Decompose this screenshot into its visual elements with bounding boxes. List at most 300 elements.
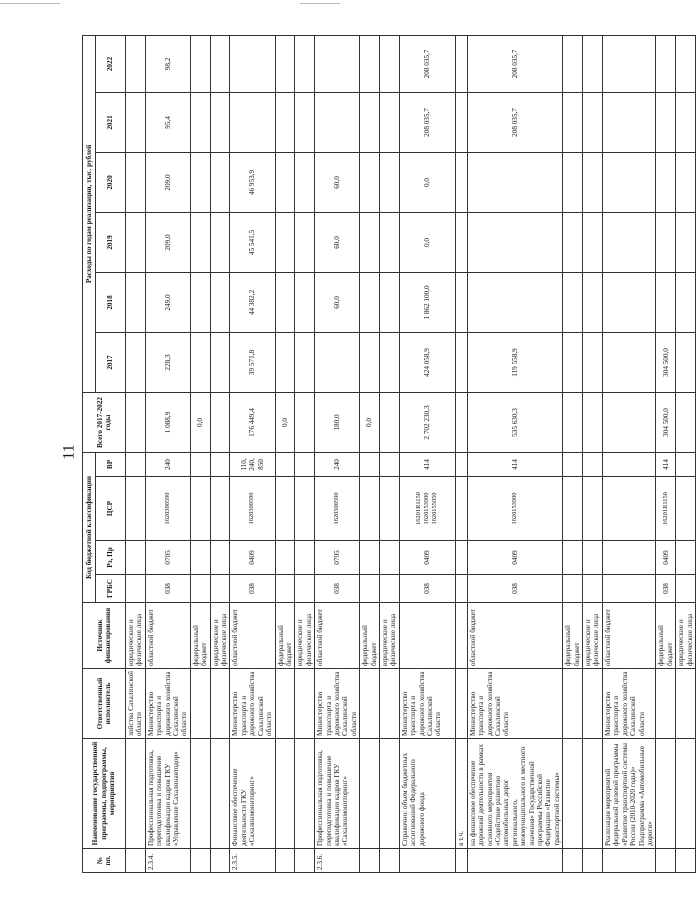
- table-cell-src: юридические и физические лица: [676, 603, 696, 669]
- col-year: 2020: [96, 152, 126, 212]
- table-row: [145, 35, 190, 872]
- table-cell-no: 2.3.5.: [230, 849, 275, 873]
- table-cell-name: [210, 739, 230, 849]
- table-cell-grbs: 038: [230, 575, 275, 603]
- table-cell-grbs: [379, 575, 399, 603]
- table-cell-y2022: 208 035,7: [399, 35, 455, 92]
- table-cell-y2017: [676, 332, 696, 392]
- table-cell-y2017: [360, 332, 380, 392]
- table-cell-csr: [126, 477, 146, 541]
- table-cell-y2021: [210, 92, 230, 152]
- table-cell-vr: [360, 452, 380, 476]
- table-cell-name: Профессиональная подготовка, переподготовка и повышение квалификации кадров ГКУ «Сахалинмониторинг»: [315, 739, 360, 849]
- table-cell-y2018: [676, 272, 696, 332]
- table-cell-y2020: [563, 152, 583, 212]
- table-cell-src: федеральный бюджет: [360, 603, 380, 669]
- table-cell-y2021: [275, 92, 295, 152]
- table-cell-y2022: [379, 35, 399, 92]
- table-cell-csr: [190, 477, 210, 541]
- table-cell-name: Финансовое обеспечение деятельности ГКУ «Сахалинмониторинг»: [230, 739, 275, 849]
- table-cell-resp: зийства Сахалинской области: [126, 669, 146, 739]
- table-cell-y2019: [583, 212, 603, 272]
- table-cell-src: юридические и физические лица: [379, 603, 399, 669]
- col-year: 2018: [96, 272, 126, 332]
- table-cell-grbs: 038: [145, 575, 190, 603]
- table-cell-y2017: [583, 332, 603, 392]
- page-number: 11: [60, 444, 78, 460]
- col-vr: ВР: [96, 452, 126, 476]
- table-cell-no: [190, 849, 210, 873]
- table-cell-no: [379, 849, 399, 873]
- table-cell-vr: [126, 452, 146, 476]
- table-cell-resp: [563, 669, 583, 739]
- table-cell-y2021: 95,4: [145, 92, 190, 152]
- table-cell-y2018: 249,0: [145, 272, 190, 332]
- table-cell-csr: [210, 477, 230, 541]
- table-row: [190, 35, 210, 872]
- table-cell-total: 176 449,4: [230, 392, 275, 452]
- table-cell-src: юридические и физические лица: [126, 603, 146, 669]
- table-cell-no: [275, 849, 295, 873]
- table-cell-rz: [455, 541, 467, 575]
- table-cell-y2020: 60,0: [315, 152, 360, 212]
- table-cell-total: 180,0: [315, 392, 360, 452]
- budget-table: [82, 35, 696, 873]
- table-cell-rz: [379, 541, 399, 575]
- table-row: [563, 35, 583, 872]
- table-cell-resp: [583, 669, 603, 739]
- table-cell-name: на финансовое обеспечение дорожной деятельности в рамках основного мероприятия «Содействие развитию автомобильных дорог регионального, межмуниципального и местного значения» Государственной программы Российской Федерации «Развитие транспортной системы»: [467, 739, 562, 849]
- table-cell-y2022: [602, 35, 655, 92]
- table-cell-y2018: [455, 272, 467, 332]
- table-cell-total: [295, 392, 315, 452]
- table-cell-name: [190, 739, 210, 849]
- table-cell-total: 1 088,9: [145, 392, 190, 452]
- table-cell-rz: 0705: [145, 541, 190, 575]
- table-row: [295, 35, 315, 872]
- col-csr: ЦСР: [96, 477, 126, 541]
- table-cell-y2021: 208 035,7: [467, 92, 562, 152]
- table-cell-y2019: 209,0: [145, 212, 190, 272]
- table-cell-csr: 1620153900: [467, 477, 562, 541]
- table-cell-y2017: 39 571,8: [230, 332, 275, 392]
- table-cell-total: [379, 392, 399, 452]
- table-cell-y2022: [210, 35, 230, 92]
- table-cell-name: [360, 739, 380, 849]
- table-cell-rz: [583, 541, 603, 575]
- col-name: Наименование государственной программы, подпрограммы, мероприятия: [83, 739, 126, 849]
- table-cell-y2022: [563, 35, 583, 92]
- table-cell-total: [563, 392, 583, 452]
- table-cell-y2017: [210, 332, 230, 392]
- table-row: [399, 35, 455, 872]
- table-cell-csr: [360, 477, 380, 541]
- table-cell-y2022: [656, 35, 676, 92]
- table-row: [126, 35, 146, 872]
- table-cell-src: федеральный бюджет: [563, 603, 583, 669]
- table-cell-y2019: [190, 212, 210, 272]
- table-cell-y2020: [190, 152, 210, 212]
- table-cell-y2021: [126, 92, 146, 152]
- table-cell-vr: [275, 452, 295, 476]
- table-cell-src: областной бюджет: [602, 603, 655, 669]
- table-cell-y2018: [126, 272, 146, 332]
- table-cell-y2017: 228,3: [145, 332, 190, 392]
- table-row: [656, 35, 676, 872]
- table-row: [315, 35, 360, 872]
- table-cell-y2018: [360, 272, 380, 332]
- table-cell-y2021: [563, 92, 583, 152]
- table-cell-rz: 0409: [230, 541, 275, 575]
- table-cell-src: областной бюджет: [467, 603, 562, 669]
- table-cell-y2017: 424 058,9: [399, 332, 455, 392]
- scan-artifact: [300, 3, 340, 4]
- table-cell-total: [676, 392, 696, 452]
- table-row: [455, 35, 467, 872]
- table-cell-y2020: [455, 152, 467, 212]
- table-cell-vr: [602, 452, 655, 476]
- col-rzpr: Рз, Пр: [96, 541, 126, 575]
- table-cell-y2020: [275, 152, 295, 212]
- table-cell-vr: 414: [656, 452, 676, 476]
- table-cell-y2017: 119 558,9: [467, 332, 562, 392]
- table-cell-grbs: [295, 575, 315, 603]
- table-cell-vr: [583, 452, 603, 476]
- table-cell-y2021: [656, 92, 676, 152]
- table-cell-csr: 1620300590: [145, 477, 190, 541]
- col-total: Всего 2017-2022 годы: [83, 392, 126, 452]
- table-cell-resp: [676, 669, 696, 739]
- table-cell-resp: [360, 669, 380, 739]
- table-cell-y2019: [360, 212, 380, 272]
- table-cell-rz: [126, 541, 146, 575]
- table-cell-y2022: 98,2: [145, 35, 190, 92]
- table-cell-name: [656, 739, 676, 849]
- table-cell-y2019: [210, 212, 230, 272]
- col-year: 2022: [96, 35, 126, 92]
- table-cell-no: 2.3.4.: [145, 849, 190, 873]
- table-cell-total: 0,0: [360, 392, 380, 452]
- table-cell-y2021: [455, 92, 467, 152]
- table-cell-no: [676, 849, 696, 873]
- table-cell-name: [295, 739, 315, 849]
- table-cell-y2022: [190, 35, 210, 92]
- table-cell-resp: Министерство транспорта и дорожного хозяйства Сахалинской области: [145, 669, 190, 739]
- table-cell-name: Реализация мероприятий федеральной целевой программы «Развитие транспортной системы России (2010-2020 годы)» Подпрограмма «Автомобильные дороги»: [602, 739, 655, 849]
- table-cell-y2021: [295, 92, 315, 152]
- table-cell-y2017: [275, 332, 295, 392]
- table-cell-grbs: 038: [399, 575, 455, 603]
- table-row: [360, 35, 380, 872]
- table-cell-y2019: [455, 212, 467, 272]
- table-cell-src: федеральный бюджет: [275, 603, 295, 669]
- table-cell-vr: [676, 452, 696, 476]
- table-cell-y2020: [467, 152, 562, 212]
- table-cell-y2022: [230, 35, 275, 92]
- table-cell-y2022: [275, 35, 295, 92]
- table-cell-src: областной бюджет: [230, 603, 275, 669]
- table-cell-grbs: 038: [315, 575, 360, 603]
- table-cell-grbs: [126, 575, 146, 603]
- table-cell-y2018: 1 862 100,0: [399, 272, 455, 332]
- table-cell-name: [583, 739, 603, 849]
- table-cell-grbs: [676, 575, 696, 603]
- col-year: 2019: [96, 212, 126, 272]
- table-cell-resp: [455, 669, 467, 739]
- table-cell-rz: [602, 541, 655, 575]
- table-cell-src: областной бюджет: [315, 603, 360, 669]
- table-cell-total: [210, 392, 230, 452]
- table-cell-src: федеральный бюджет: [190, 603, 210, 669]
- table-cell-no: [602, 849, 655, 873]
- table-cell-name: в т.ч.: [455, 739, 467, 849]
- table-cell-y2018: [602, 272, 655, 332]
- table-cell-y2020: [676, 152, 696, 212]
- table-cell-resp: [379, 669, 399, 739]
- table-cell-y2017: [315, 332, 360, 392]
- table-cell-y2018: [656, 272, 676, 332]
- table-cell-vr: [379, 452, 399, 476]
- col-responsible: Ответственный исполнитель: [83, 669, 126, 739]
- table-cell-vr: 414: [399, 452, 455, 476]
- table-cell-y2021: [230, 92, 275, 152]
- table-cell-rz: [295, 541, 315, 575]
- table-cell-y2017: [126, 332, 146, 392]
- table-cell-y2021: [676, 92, 696, 152]
- table-cell-no: [210, 849, 230, 873]
- table-cell-resp: [210, 669, 230, 739]
- table-cell-vr: [190, 452, 210, 476]
- table-cell-src: [399, 603, 455, 669]
- table-cell-resp: [656, 669, 676, 739]
- table-cell-y2020: [295, 152, 315, 212]
- table-cell-name: [563, 739, 583, 849]
- table-cell-grbs: [455, 575, 467, 603]
- table-cell-y2019: [295, 212, 315, 272]
- table-cell-src: областной бюджет: [145, 603, 190, 669]
- table-cell-grbs: [210, 575, 230, 603]
- table-cell-y2021: [360, 92, 380, 152]
- table-cell-y2018: [563, 272, 583, 332]
- table-cell-y2022: [126, 35, 146, 92]
- table-cell-grbs: [583, 575, 603, 603]
- table-cell-y2018: [190, 272, 210, 332]
- table-cell-y2022: [583, 35, 603, 92]
- table-cell-y2018: [295, 272, 315, 332]
- table-row: [210, 35, 230, 872]
- table-cell-name: Справочно: объем бюджетных ассигнований Федерального дорожного фонда: [399, 739, 455, 849]
- table-cell-name: [676, 739, 696, 849]
- table-cell-vr: 240: [315, 452, 360, 476]
- table-cell-vr: [455, 452, 467, 476]
- table-cell-total: 535 630,3: [467, 392, 562, 452]
- col-year: 2017: [96, 332, 126, 392]
- table-cell-total: [583, 392, 603, 452]
- table-cell-grbs: [275, 575, 295, 603]
- table-cell-no: 2.3.6.: [315, 849, 360, 873]
- table-cell-rz: 0409: [467, 541, 562, 575]
- table-cell-y2021: [190, 92, 210, 152]
- col-year: 2021: [96, 92, 126, 152]
- table-cell-grbs: 038: [656, 575, 676, 603]
- table-cell-y2021: [583, 92, 603, 152]
- scan-artifact: [0, 3, 60, 4]
- table-cell-src: юридические и физические лица: [295, 603, 315, 669]
- table-cell-grbs: [360, 575, 380, 603]
- table-cell-y2022: [360, 35, 380, 92]
- table-cell-y2019: [656, 212, 676, 272]
- table-cell-total: [602, 392, 655, 452]
- table-cell-y2019: 45 541,5: [230, 212, 275, 272]
- table-cell-y2021: [315, 92, 360, 152]
- table-cell-resp: [275, 669, 295, 739]
- table-cell-name: [379, 739, 399, 849]
- table-cell-vr: 414: [467, 452, 562, 476]
- table-cell-y2017: [379, 332, 399, 392]
- table-row: [602, 35, 655, 872]
- table-cell-csr: [583, 477, 603, 541]
- table-cell-y2020: [210, 152, 230, 212]
- table-cell-y2020: [379, 152, 399, 212]
- table-cell-no: [583, 849, 603, 873]
- table-cell-y2020: 209,0: [145, 152, 190, 212]
- table-cell-csr: [563, 477, 583, 541]
- table-cell-no: [399, 849, 455, 873]
- table-cell-csr: 16201R1150: [656, 477, 676, 541]
- table-cell-vr: 240: [145, 452, 190, 476]
- table-cell-src: юридические и физические лица: [583, 603, 603, 669]
- table-cell-y2019: [563, 212, 583, 272]
- table-cell-y2019: [126, 212, 146, 272]
- budget-table-rotated: [82, 36, 694, 873]
- table-cell-rz: 0409: [399, 541, 455, 575]
- table-cell-y2020: [583, 152, 603, 212]
- table-cell-vr: [210, 452, 230, 476]
- table-row: [583, 35, 603, 872]
- table-cell-resp: Министерство транспорта и дорожного хозяйства Сахалинской области: [399, 669, 455, 739]
- table-cell-src: федеральный бюджет: [656, 603, 676, 669]
- table-cell-rz: [275, 541, 295, 575]
- table-cell-y2019: 0,0: [399, 212, 455, 272]
- table-cell-resp: Министерство транспорта и дорожного хозяйства Сахалинской области: [467, 669, 562, 739]
- table-cell-y2022: [455, 35, 467, 92]
- table-cell-y2020: [126, 152, 146, 212]
- table-cell-y2019: [602, 212, 655, 272]
- table-cell-resp: [190, 669, 210, 739]
- table-cell-y2020: [602, 152, 655, 212]
- table-cell-vr: [563, 452, 583, 476]
- table-cell-grbs: [190, 575, 210, 603]
- table-cell-rz: [676, 541, 696, 575]
- table-cell-y2017: [602, 332, 655, 392]
- table-cell-y2019: [275, 212, 295, 272]
- table-cell-resp: Министерство транспорта и дорожного хозяйства Сахалинской области: [230, 669, 275, 739]
- table-cell-no: [455, 849, 467, 873]
- table-cell-src: [455, 603, 467, 669]
- table-cell-y2017: [563, 332, 583, 392]
- table-cell-name: Профессиональная подготовка, переподготовка и повышение квалификации кадров ГКУ «Управление Сахалинавтодор»: [145, 739, 190, 849]
- table-cell-y2020: [360, 152, 380, 212]
- col-budget-code-group: Код бюджетной классификации: [83, 452, 96, 602]
- col-expenses-group: Расходы по годам реализации, тыс. рублей: [83, 35, 96, 392]
- table-cell-csr: [676, 477, 696, 541]
- table-cell-src: юридические и физические лица: [210, 603, 230, 669]
- table-cell-y2022: 208 035,7: [467, 35, 562, 92]
- table-cell-y2020: [656, 152, 676, 212]
- table-cell-y2017: [295, 332, 315, 392]
- table-cell-rz: 0705: [315, 541, 360, 575]
- table-cell-grbs: [563, 575, 583, 603]
- table-cell-y2020: 46 953,9: [230, 152, 275, 212]
- table-cell-grbs: 038: [467, 575, 562, 603]
- col-source: Источник финансирования: [83, 603, 126, 669]
- table-cell-csr: [602, 477, 655, 541]
- table-cell-no: [467, 849, 562, 873]
- table-cell-y2021: [379, 92, 399, 152]
- table-cell-vr: 110, 240, 850: [230, 452, 275, 476]
- table-cell-y2017: [190, 332, 210, 392]
- table-cell-csr: 1620300590: [230, 477, 275, 541]
- table-cell-y2021: [602, 92, 655, 152]
- table-cell-y2022: [295, 35, 315, 92]
- table-cell-no: [360, 849, 380, 873]
- table-cell-total: 2 702 230,3: [399, 392, 455, 452]
- table-row: [467, 35, 562, 872]
- table-cell-total: [126, 392, 146, 452]
- table-cell-total: [455, 392, 467, 452]
- table-cell-rz: [563, 541, 583, 575]
- table-cell-y2017: [455, 332, 467, 392]
- table-cell-no: [295, 849, 315, 873]
- table-cell-name: [275, 739, 295, 849]
- table-cell-csr: [275, 477, 295, 541]
- table-cell-resp: [295, 669, 315, 739]
- table-cell-rz: [210, 541, 230, 575]
- col-grbs: ГРБС: [96, 575, 126, 603]
- table-cell-y2018: [379, 272, 399, 332]
- table-cell-y2022: [315, 35, 360, 92]
- table-cell-y2020: 0,0: [399, 152, 455, 212]
- table-row: [275, 35, 295, 872]
- table-cell-no: [656, 849, 676, 873]
- table-cell-y2018: [583, 272, 603, 332]
- table-row: [230, 35, 275, 872]
- table-cell-y2019: [467, 212, 562, 272]
- table-cell-grbs: [602, 575, 655, 603]
- table-cell-csr: [379, 477, 399, 541]
- table-row: [676, 35, 696, 872]
- table-cell-name: [126, 739, 146, 849]
- table-cell-resp: Министерство транспорта и дорожного хозяйства Сахалинской области: [602, 669, 655, 739]
- table-cell-total: 0,0: [190, 392, 210, 452]
- table-cell-vr: [295, 452, 315, 476]
- table-cell-y2019: [379, 212, 399, 272]
- table-cell-total: 0,0: [275, 392, 295, 452]
- table-cell-rz: [190, 541, 210, 575]
- table-row: [379, 35, 399, 872]
- table-cell-y2021: 208 035,7: [399, 92, 455, 152]
- col-no: № пп.: [83, 849, 126, 873]
- table-cell-csr: [295, 477, 315, 541]
- table-cell-y2018: [275, 272, 295, 332]
- table-cell-y2018: 60,0: [315, 272, 360, 332]
- table-cell-resp: Министерство транспорта и дорожного хозяйства Сахалинской области: [315, 669, 360, 739]
- table-cell-no: [563, 849, 583, 873]
- table-cell-y2018: [467, 272, 562, 332]
- table-cell-total: 304 500,0: [656, 392, 676, 452]
- table-cell-csr: 16201R1150 1620153900 1620155050: [399, 477, 455, 541]
- table-cell-rz: 0409: [656, 541, 676, 575]
